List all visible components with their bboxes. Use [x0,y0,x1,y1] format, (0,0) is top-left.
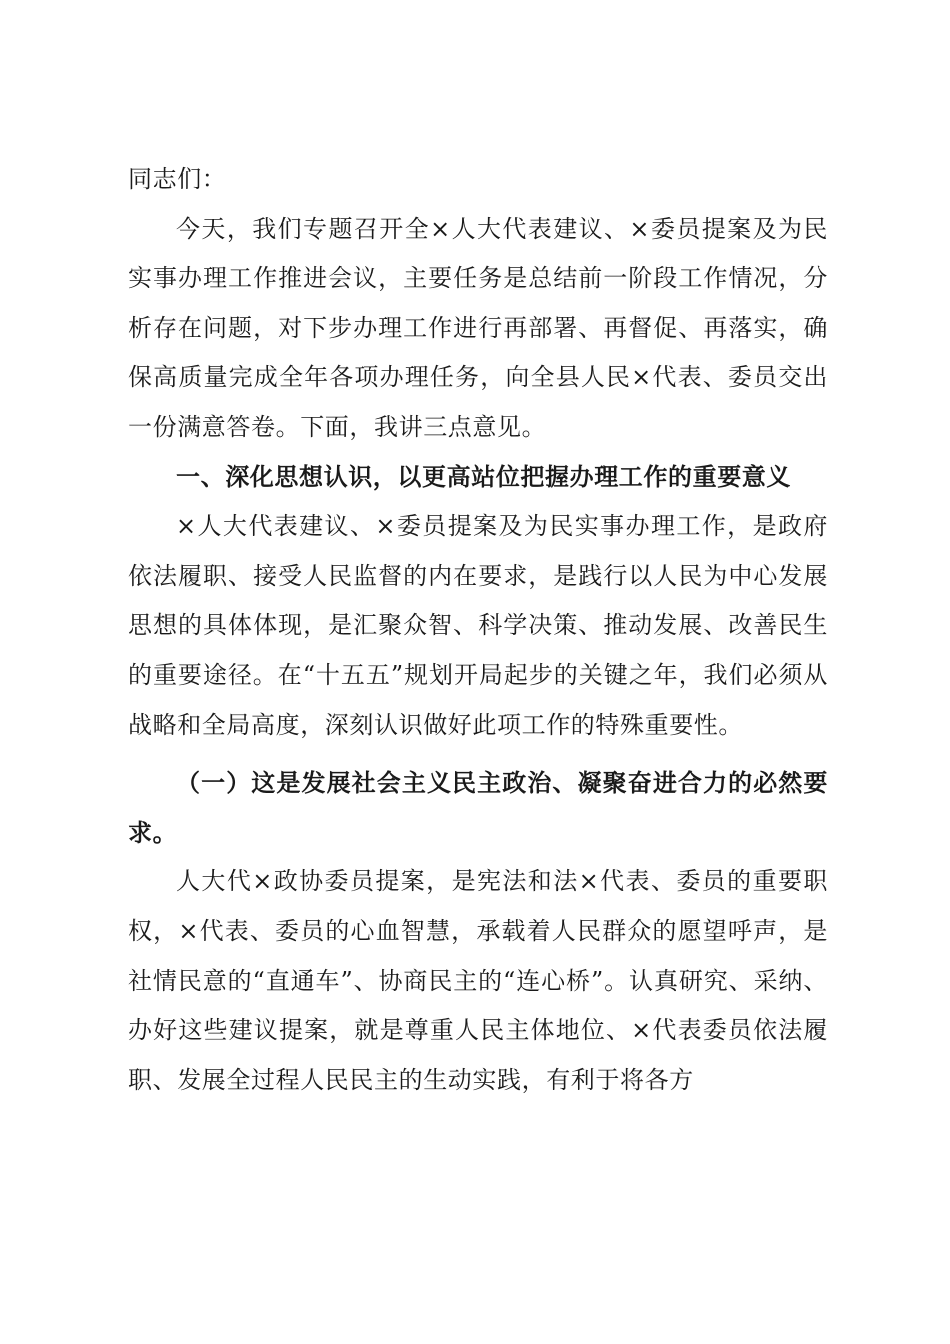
document-body [128,155,828,1105]
salutation: 同志们： [128,165,227,193]
paragraph-intro: 今天，我们专题召开全×人大代表建议、×委员提案及为民实事办理工作推进会议，主要任务是总结前一阶段工作情况，分析存在问题，对下步办理工作进行再部署、再督促、再落实，确保高质量完成全年各项办理任务，向全县人民×代表、委员交出一份满意答卷。下面，我讲三点意见。 [128,214,828,441]
paragraph-subsection-1: 人大代×政协委员提案，是宪法和法×代表、委员的重要职权，×代表、委员的心血智慧，承载着人民群众的愿望呼声，是社情民意的“直通车”、协商民主的“连心桥”。认真研究、采纳、办好这些建议提案，就是尊重人民主体地位、×代表委员依法履职、发展全过程人民民主的生动实践，有利于将各方 [128,867,828,1094]
section-heading-1: 一、深化思想认识，以更高站位把握办理工作的重要意义 [176,462,791,491]
subsection-heading-1: （一）这是发展社会主义民主政治、凝聚奋进合力的必然要求。 [128,768,828,847]
paragraph-section-1: ×人大代表建议、×委员提案及为民实事办理工作，是政府依法履职、接受人民监督的内在要求，是践行以人民为中心发展思想的具体体现，是汇聚众智、科学决策、推动发展、改善民生的重要途径。在“十五五”规划开局起步的关键之年，我们必须从战略和全局高度，深刻认识做好此项工作的特殊重要性。 [128,512,828,739]
